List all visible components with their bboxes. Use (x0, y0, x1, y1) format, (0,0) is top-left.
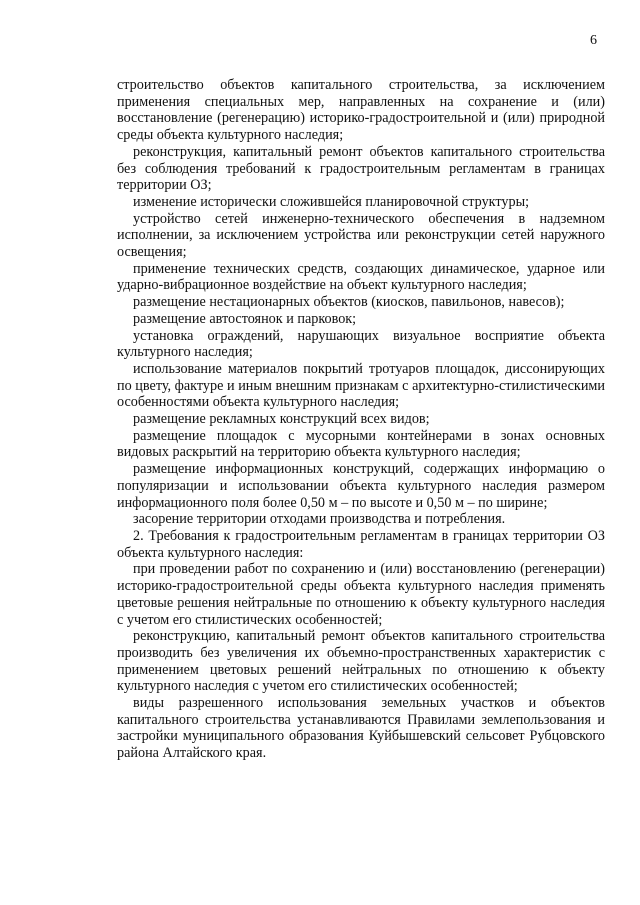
paragraph: засорение территории отходами производства и потребления. (133, 511, 506, 528)
paragraph: строительство объектов капитального строительства, за исключением применения специальных мер, направленных на сохранение и (или) восстановление (регенерацию) историко-градостроительной и (или) природной среды объекта культурного наследия; (117, 77, 605, 144)
paragraph: устройство сетей инженерно-технического обеспечения в надземном исполнении, за исключением устройства или реконструкции сетей наружного освещения; (117, 210, 605, 261)
paragraph: размещение автостоянок и парковок; (133, 310, 357, 327)
paragraph: размещение нестационарных объектов (киосков, павильонов, навесов); (133, 294, 565, 311)
paragraph: изменение исторически сложившейся планировочной структуры; (133, 193, 530, 210)
paragraph: использование материалов покрытий тротуаров площадок, диссонирующих по цвету, фактуре и иным внешним признакам с архитектурно-стилистическими особенностями объекта культурного наследия; (117, 360, 605, 411)
paragraph: размещение площадок с мусорными контейнерами в зонах основных видовых раскрытий на территорию объекта культурного наследия; (117, 427, 605, 461)
paragraph: 2. Требования к градостроительным регламентам в границах территории ОЗ объекта культурного наследия: (117, 527, 605, 561)
paragraph: размещение информационных конструкций, содержащих информацию о популяризации и использовании объекта культурного наследия размером информационного поля более 0,50 м – по высоте и 0,50 м – по ширине; (117, 461, 605, 511)
paragraph: установка ограждений, нарушающих визуальное восприятие объекта культурного наследия; (117, 327, 605, 361)
paragraph: реконструкцию, капитальный ремонт объектов капитального строительства производить без увеличения их объемно-пространственных характеристик с применением цветовых решений нейтральных по отношению к объекту культурного наследия с учетом его стилистических особенностей; (117, 628, 605, 695)
page-number: 6 (590, 33, 597, 48)
document-body (117, 77, 605, 762)
paragraph: при проведении работ по сохранению и (или) восстановлению (регенерации) историко-градостроительной среды объекта культурного наследия применять цветовые решения нейтральные по отношению к объекту культурного наследия с учетом его стилистических особенностей; (117, 561, 605, 628)
paragraph: применение технических средств, создающих динамическое, ударное или ударно-вибрационное воздействие на объект культурного наследия; (117, 260, 605, 294)
paragraph: реконструкция, капитальный ремонт объектов капитального строительства без соблюдения требований к градостроительным регламентам в границах территории ОЗ; (117, 143, 605, 194)
paragraph: виды разрешенного использования земельных участков и объектов капитального строительства устанавливаются Правилами землепользования и застройки муниципального образования Куйбышевский сельсовет Рубцовского района Алтайского края. (117, 695, 605, 762)
paragraph: размещение рекламных конструкций всех видов; (133, 411, 430, 428)
